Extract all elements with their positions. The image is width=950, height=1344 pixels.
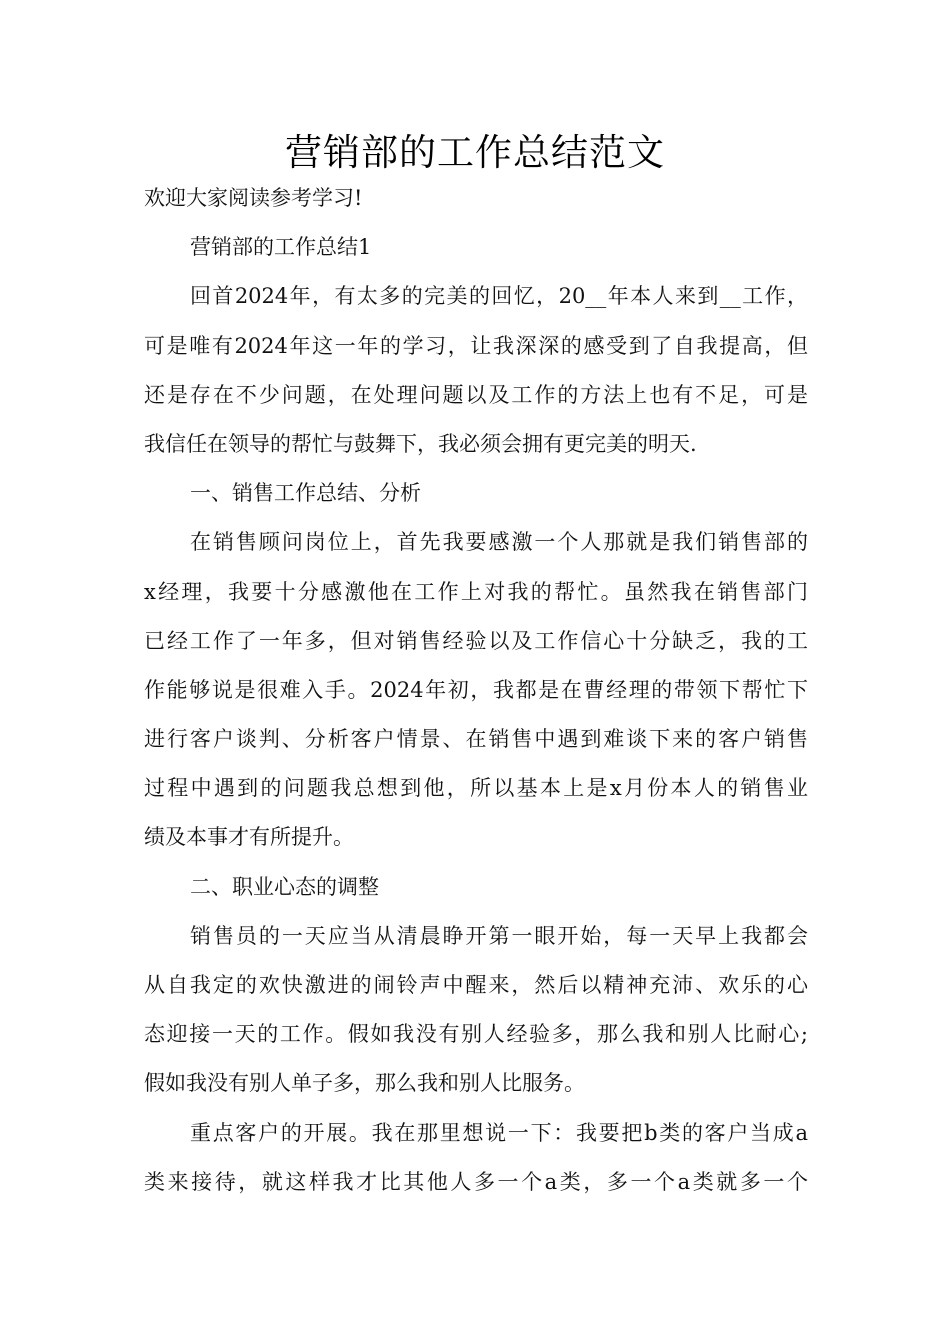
body-line: 过程中遇到的问题我总想到他，所以基本上是x月份本人的销售业 xyxy=(144,776,808,801)
body-line: 营销部的工作总结1 xyxy=(190,235,372,260)
body-line: 欢迎大家阅读参考学习! xyxy=(144,186,363,210)
document-body xyxy=(144,174,808,1207)
body-line: 已经工作了一年多，但对销售经验以及工作信心十分缺乏，我的工 xyxy=(144,628,808,653)
body-line: 还是存在不少问题，在处理问题以及工作的方法上也有不足，可是 xyxy=(144,382,808,407)
body-line: 类来接待，就这样我才比其他人多一个a类，多一个a类就多一个 xyxy=(144,1169,808,1194)
body-line: 重点客户的开展。我在那里想说一下：我要把b类的客户当成a xyxy=(190,1120,808,1145)
body-line: 销售员的一天应当从清晨睁开第一眼开始，每一天早上我都会 xyxy=(190,923,808,948)
body-line: 从自我定的欢快激进的闹铃声中醒来，然后以精神充沛、欢乐的心 xyxy=(144,973,808,997)
body-line: 我信任在领导的帮忙与鼓舞下，我必须会拥有更完美的明天. xyxy=(144,431,697,456)
body-line: 作能够说是很难入手。2024年初，我都是在曹经理的带领下帮忙下 xyxy=(144,677,808,702)
body-line: 假如我没有别人单子多，那么我和别人比服务。 xyxy=(144,1071,585,1096)
body-line: 回首2024年，有太多的完美的回忆，20__年本人来到__工作， xyxy=(190,284,808,309)
body-line: 可是唯有2024年这一年的学习，让我深深的感受到了自我提高，但 xyxy=(144,333,808,358)
body-line: 进行客户谈判、分析客户情景、在销售中遇到难谈下来的客户销售 xyxy=(144,727,808,752)
body-line: 二、职业心态的调整 xyxy=(190,874,379,899)
body-line: x经理，我要十分感激他在工作上对我的帮忙。虽然我在销售部门 xyxy=(144,579,808,604)
body-line: 态迎接一天的工作。假如我没有别人经验多，那么我和别人比耐心; xyxy=(144,1022,808,1047)
body-line: 绩及本事才有所提升。 xyxy=(144,825,354,850)
body-line: 一、销售工作总结、分析 xyxy=(190,481,421,506)
document-title: 营销部的工作总结范文 xyxy=(285,131,665,174)
body-line: 在销售顾问岗位上，首先我要感激一个人那就是我们销售部的 xyxy=(190,530,808,555)
